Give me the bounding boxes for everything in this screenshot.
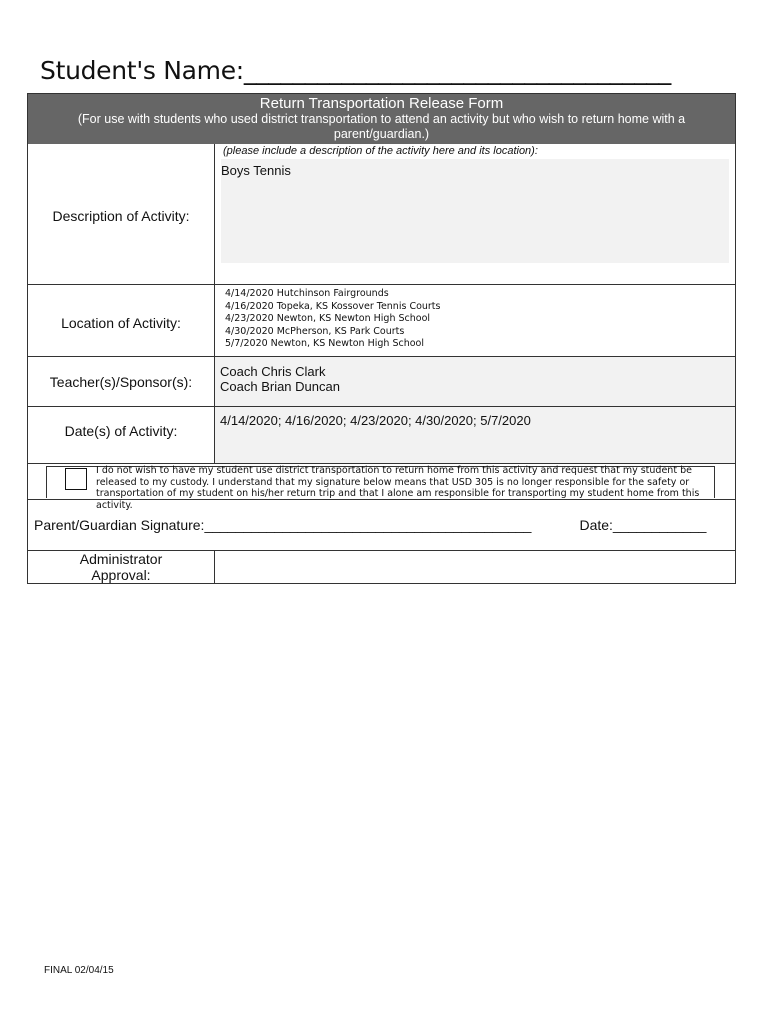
admin-row: [28, 550, 735, 583]
dates-field[interactable]: 4/14/2020; 4/16/2020; 4/23/2020; 4/30/2020; 5/7/2020: [215, 407, 735, 463]
date-field[interactable]: Date:____________: [579, 517, 707, 533]
admin-approval-field[interactable]: [215, 551, 735, 583]
location-line: 5/7/2020 Newton, KS Newton High School: [225, 338, 424, 350]
consent-text: I do not wish to have my student use district transportation to return home from this activity and request that my student be released to my custody. I understand that my signature below means that USD 305 is no longer responsible for the safety or transportation of my student on his/her return trip and that I alone am responsible for transporting my student home from this activity.: [96, 465, 700, 511]
description-label: Description of Activity:: [28, 144, 215, 284]
description-hint: (please include a description of the activity here and its location):: [223, 145, 538, 157]
location-line: 4/16/2020 Topeka, KS Kossover Tennis Courts: [225, 300, 441, 312]
signature-field[interactable]: Parent/Guardian Signature:__________________________________________: [34, 517, 532, 533]
teacher-line: Coach Brian Duncan: [220, 379, 340, 394]
form-header: [28, 94, 735, 144]
footer-version: FINAL 02/04/15: [44, 965, 114, 976]
location-line: 4/14/2020 Hutchinson Fairgrounds: [225, 288, 389, 299]
description-field[interactable]: Boys Tennis: [221, 159, 729, 263]
description-cell: [215, 144, 735, 284]
consent-checkbox[interactable]: [65, 468, 87, 490]
dates-row: [28, 406, 735, 463]
consent-row: [28, 463, 735, 511]
release-form: [27, 93, 736, 584]
form-title: Return Transportation Release Form: [259, 95, 504, 112]
location-label: Location of Activity:: [28, 285, 215, 356]
location-line: 4/30/2020 McPherson, KS Park Courts: [225, 325, 405, 337]
location-field[interactable]: [215, 285, 735, 356]
location-line: 4/23/2020 Newton, KS Newton High School: [225, 313, 431, 325]
student-name-field[interactable]: Student's Name:___________________________________: [40, 56, 671, 85]
location-row: [28, 284, 735, 356]
teachers-field[interactable]: [215, 357, 735, 406]
teacher-line: Coach Chris Clark: [220, 364, 326, 379]
description-row: [28, 144, 735, 284]
teachers-row: [28, 356, 735, 406]
form-subtitle: (For use with students who used district transportation to attend an activity but who wish to return home with a parent/guardian.): [77, 112, 686, 141]
admin-label-line: Approval:: [91, 567, 151, 583]
dates-label: Date(s) of Activity:: [28, 407, 215, 463]
admin-label: [28, 551, 215, 583]
admin-label-line: Administrator: [79, 551, 163, 567]
teachers-label: Teacher(s)/Sponsor(s):: [28, 357, 215, 406]
